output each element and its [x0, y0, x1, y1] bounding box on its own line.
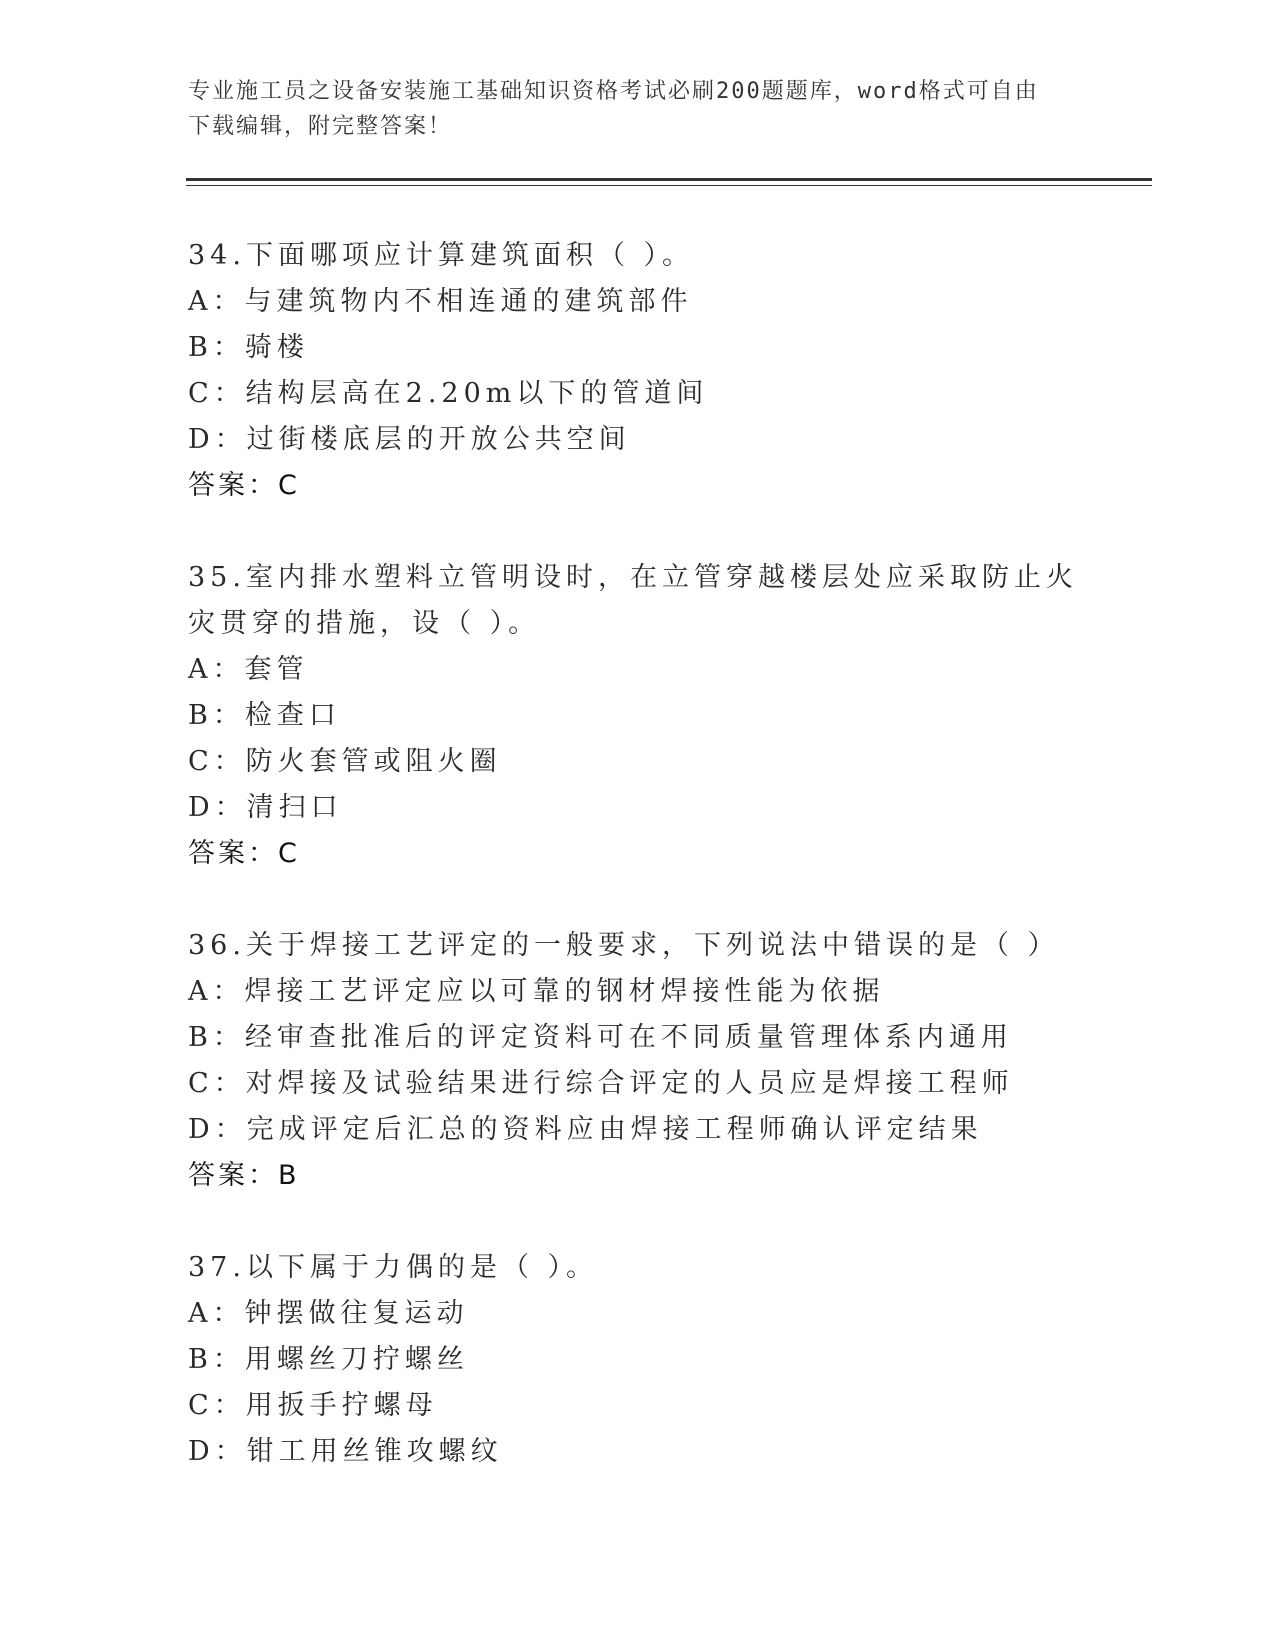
- header-divider-thin: [186, 185, 1152, 186]
- option-d: D：完成评定后汇总的资料应由焊接工程师确认评定结果: [188, 1114, 983, 1145]
- header-line-1: 专业施工员之设备安装施工基础知识资格考试必刷200题题库，word格式可自由: [188, 79, 1039, 104]
- question-stem: 36.关于焊接工艺评定的一般要求，下列说法中错误的是（ ）: [188, 930, 1060, 961]
- option-b: B：用螺丝刀拧螺丝: [188, 1344, 469, 1375]
- question-37: [188, 1245, 1088, 1475]
- option-a: A：钟摆做往复运动: [188, 1298, 469, 1329]
- option-a: A：与建筑物内不相连通的建筑部件: [188, 286, 693, 317]
- option-c: C：结构层高在2.20m以下的管道间: [188, 378, 709, 409]
- question-list: [188, 233, 1088, 1521]
- header-line-2: 下载编辑，附完整答案！: [188, 114, 453, 139]
- document-header: [188, 74, 1068, 144]
- header-divider-thick: [186, 178, 1152, 181]
- question-36: [188, 923, 1088, 1199]
- question-34: [188, 233, 1088, 509]
- question-stem: 34.下面哪项应计算建筑面积（ ）。: [188, 240, 695, 271]
- question-stem: 37.以下属于力偶的是（ ）。: [188, 1252, 599, 1283]
- option-d: D：钳工用丝锥攻螺纹: [188, 1436, 503, 1467]
- option-d: D：过街楼底层的开放公共空间: [188, 424, 631, 455]
- question-stem: 35.室内排水塑料立管明设时，在立管穿越楼层处应采取防止火灾贯穿的措施，设（ ）。: [188, 562, 1078, 639]
- answer-line: 答案：C: [188, 838, 300, 869]
- option-c: C：防火套管或阻火圈: [188, 746, 502, 777]
- option-b: B：骑楼: [188, 332, 309, 363]
- answer-line: 答案：C: [188, 470, 300, 501]
- option-d: D：清扫口: [188, 792, 343, 823]
- option-a: A：焊接工艺评定应以可靠的钢材焊接性能为依据: [188, 976, 885, 1007]
- answer-line: 答案：B: [188, 1160, 300, 1191]
- option-a: A：套管: [188, 654, 309, 685]
- option-b: B：检查口: [188, 700, 341, 731]
- option-b: B：经审查批准后的评定资料可在不同质量管理体系内通用: [188, 1022, 1013, 1053]
- question-35: [188, 555, 1088, 877]
- option-c: C：用扳手拧螺母: [188, 1390, 438, 1421]
- option-c: C：对焊接及试验结果进行综合评定的人员应是焊接工程师: [188, 1068, 1014, 1099]
